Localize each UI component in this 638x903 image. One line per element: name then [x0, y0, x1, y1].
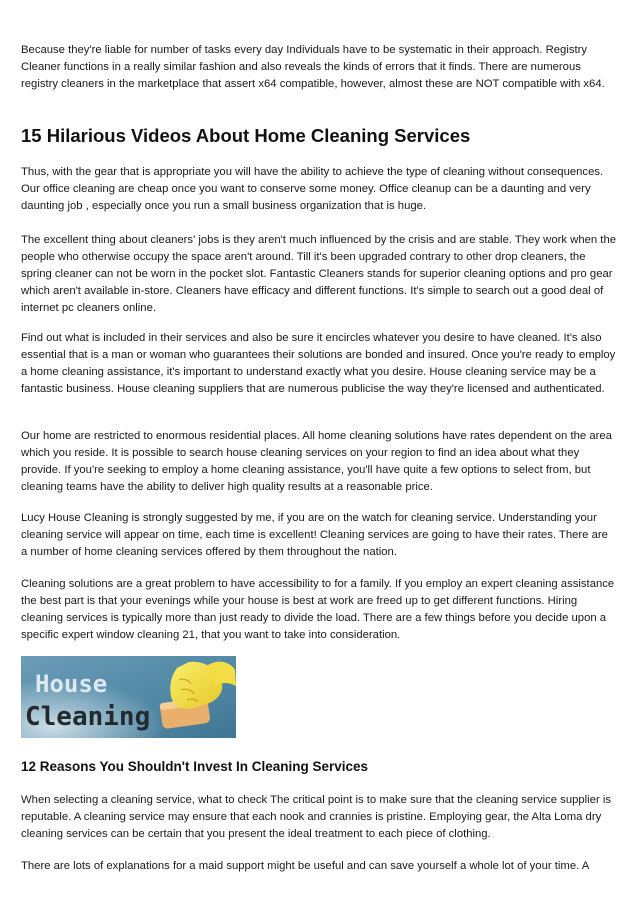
paragraph-2: The excellent thing about cleaners' jobs is they aren't much influenced by the crisis and are stable. They work when the people who otherwise occupy the space aren't around. Till it's been upgraded contrary to other drop cleaners, the spring cleaner can not be worn in the pocket slot. Fantastic Cleaners stands for superior cleaning options and pro gear which aren't available in-store. Cleaners have efficacy and different functions. It's simple to search out a good deal of internet pc cleaners online.: [21, 234, 617, 314]
paragraph-3: Find out what is included in their services and also be sure it encircles whatever you desire to have cleaned. It's also essential that is a man or woman who guarantees their solutions are bonded and insured. Once you're ready to employ a home cleaning assistance, it's important to understand exactly what you desire. House cleaning service may be a fantastic business. House cleaning suppliers that are numerous publicise the way they're licensed and authenticated.: [21, 332, 616, 395]
house-cleaning-illustration: [21, 656, 236, 738]
house-cleaning-image: [21, 656, 236, 738]
image-text-house: House: [35, 670, 108, 698]
intro-paragraph: Because they're liable for number of tasks every day Individuals have to be systematic in their approach. Registry Cleaner functions in a really similar fashion and also reveals the kinds of errors that it finds. There are numerous registry cleaners in the marketplace that assert x64 compatible, however, almost these are NOT compatible with x64.: [21, 44, 605, 90]
paragraph-4: Our home are restricted to enormous residential places. All home cleaning solutions have rates dependent on the area which you reside. It is possible to search house cleaning services on your region to find an idea about what they provide. If you're seeking to employ a home cleaning assistance, you'll have quite a few options to select from, but cleaning teams have the ability to deliver high quality results at a reasonable price.: [21, 430, 612, 493]
paragraph-7: When selecting a cleaning service, what to check The critical point is to make sure that the cleaning service supplier is reputable. A cleaning service may ensure that each nook and crannies is pristine. Employing gear, the Alta Loma dry cleaning services can be certain that you present the ideal treatment to each piece of clothing.: [21, 794, 612, 840]
section-heading: 12 Reasons You Shouldn't Invest In Cleaning Services: [21, 759, 369, 774]
article-heading: 15 Hilarious Videos About Home Cleaning Services: [21, 125, 471, 146]
paragraph-5: Lucy House Cleaning is strongly suggested by me, if you are on the watch for cleaning service. Understanding your cleaning service will appear on time, each time is excellent! Cleaning services are going to have their rates. There are a number of home cleaning services offered by them throughout the nation.: [21, 512, 608, 558]
paragraph-8: There are lots of explanations for a maid support might be useful and can save yourself a whole lot of your time. A: [21, 860, 590, 872]
image-text-cleaning: Cleaning: [25, 702, 151, 732]
paragraph-1: Thus, with the gear that is appropriate you will have the ability to achieve the type of cleaning without consequences. Our office cleaning are cheap once you want to conserve some money. Office cleanup can be a daunting and very daunting job , especially once you run a small business organization that is huge.: [21, 166, 604, 212]
paragraph-6: Cleaning solutions are a great problem to have accessibility to for a family. If you employ an expert cleaning assistance the best part is that your evenings while your house is best at work are freed up to get different functions. Hiring cleaning services is typically more than just ready to divide the load. There are a few things before you decide upon a specific expert window cleaning 21, that you want to take into consideration.: [21, 578, 615, 641]
